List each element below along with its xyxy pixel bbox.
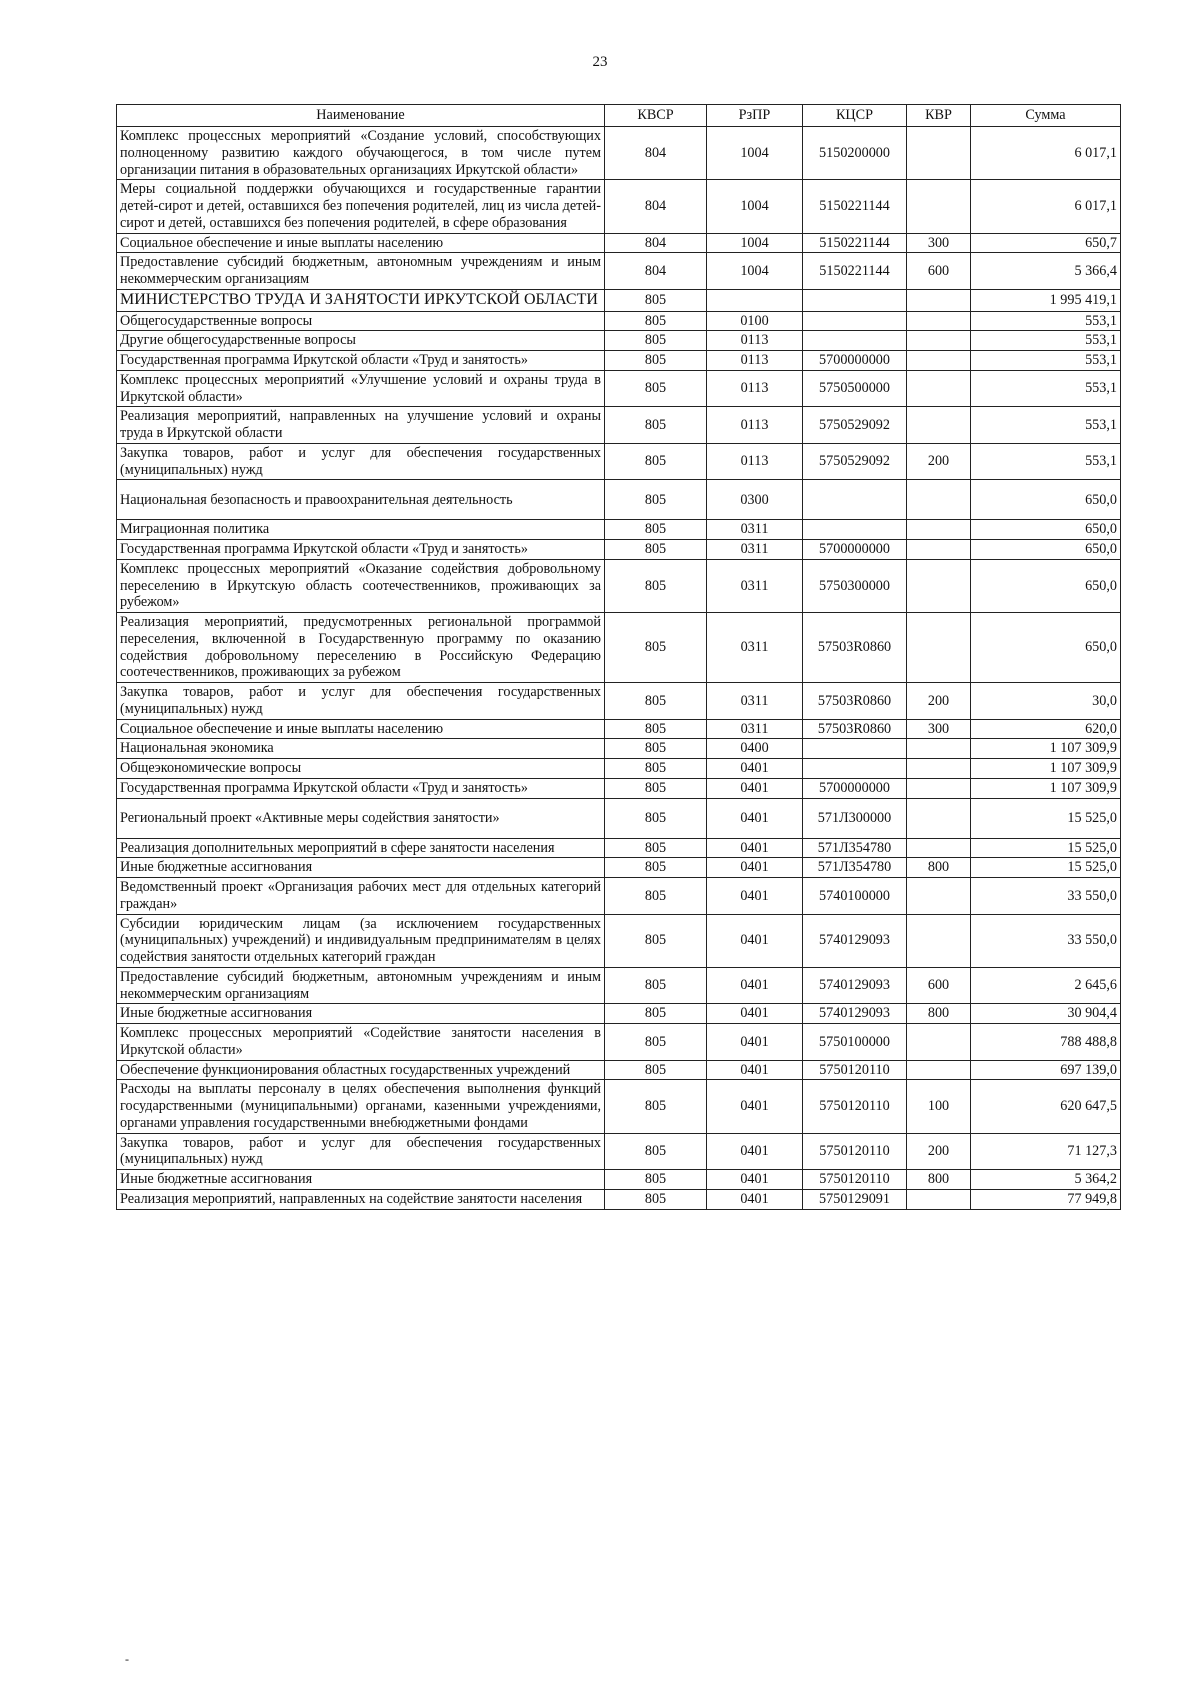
cell-kcsr: 5750129091 [803,1189,907,1209]
cell-rzpr: 0401 [707,838,803,858]
cell-kvsr: 805 [605,967,707,1004]
cell-kvsr: 805 [605,351,707,371]
cell-kcsr: 57503R0860 [803,613,907,683]
cell-kcsr: 571Л354780 [803,838,907,858]
cell-name: Общеэкономические вопросы [117,759,605,779]
cell-kvr: 800 [907,1170,971,1190]
cell-sum: 5 366,4 [971,253,1121,290]
cell-name: Социальное обеспечение и иные выплаты населению [117,719,605,739]
cell-name: Государственная программа Иркутской области «Труд и занятость» [117,778,605,798]
cell-kvr: 100 [907,1080,971,1133]
cell-kcsr [803,739,907,759]
cell-kvsr: 805 [605,613,707,683]
cell-kcsr: 5150221144 [803,180,907,233]
table-row [117,1004,1121,1024]
cell-name: Реализация мероприятий, направленных на улучшение условий и охраны труда в Иркутской области [117,407,605,444]
cell-kcsr: 5750300000 [803,559,907,612]
cell-kcsr: 57503R0860 [803,683,907,720]
table-row [117,370,1121,407]
cell-rzpr: 0311 [707,683,803,720]
cell-sum: 1 995 419,1 [971,289,1121,311]
cell-sum: 5 364,2 [971,1170,1121,1190]
cell-kvsr: 805 [605,878,707,915]
cell-kvr [907,838,971,858]
cell-kvsr: 805 [605,407,707,444]
cell-name: Другие общегосударственные вопросы [117,331,605,351]
cell-kvsr: 805 [605,1060,707,1080]
cell-kvr [907,331,971,351]
cell-rzpr: 0401 [707,1060,803,1080]
cell-kcsr [803,289,907,311]
cell-kvsr: 805 [605,1189,707,1209]
cell-kvr: 200 [907,683,971,720]
cell-name: Миграционная политика [117,520,605,540]
cell-kvr: 600 [907,967,971,1004]
cell-kcsr [803,759,907,779]
cell-rzpr: 0311 [707,540,803,560]
cell-name: Комплекс процессных мероприятий «Оказание содействия добровольному переселению в Иркутскую область соотечественников, проживающих за рубежом» [117,559,605,612]
table-row [117,480,1121,520]
cell-rzpr: 0100 [707,311,803,331]
cell-rzpr: 0401 [707,759,803,779]
header-name: Наименование [117,105,605,127]
cell-sum: 33 550,0 [971,914,1121,967]
cell-rzpr: 1004 [707,127,803,180]
cell-sum: 6 017,1 [971,180,1121,233]
cell-rzpr: 0401 [707,1189,803,1209]
cell-kcsr [803,480,907,520]
cell-kvsr: 805 [605,540,707,560]
table-row [117,407,1121,444]
cell-kcsr: 571Л354780 [803,858,907,878]
table-row [117,683,1121,720]
table-row [117,1170,1121,1190]
cell-kvsr: 805 [605,798,707,838]
cell-name: Региональный проект «Активные меры содействия занятости» [117,798,605,838]
cell-rzpr: 0113 [707,407,803,444]
table-body [117,127,1121,1210]
cell-kcsr: 5750120110 [803,1080,907,1133]
cell-kcsr: 5150221144 [803,233,907,253]
cell-name: Иные бюджетные ассигнования [117,1170,605,1190]
cell-name: МИНИСТЕРСТВО ТРУДА И ЗАНЯТОСТИ ИРКУТСКОЙ ОБЛАСТИ [117,289,605,311]
cell-kvsr: 805 [605,914,707,967]
cell-name: Комплекс процессных мероприятий «Содействие занятости населения в Иркутской области» [117,1024,605,1061]
cell-kvr [907,311,971,331]
cell-rzpr: 0401 [707,878,803,915]
cell-sum: 553,1 [971,311,1121,331]
cell-name: Социальное обеспечение и иные выплаты населению [117,233,605,253]
cell-name: Национальная экономика [117,739,605,759]
cell-kvr [907,914,971,967]
cell-kvr [907,1189,971,1209]
cell-sum: 620,0 [971,719,1121,739]
cell-kvsr: 805 [605,289,707,311]
cell-sum: 30 904,4 [971,1004,1121,1024]
cell-kvr [907,1024,971,1061]
cell-kvsr: 805 [605,1024,707,1061]
cell-name: Комплекс процессных мероприятий «Улучшение условий и охраны труда в Иркутской области» [117,370,605,407]
cell-kcsr: 5750500000 [803,370,907,407]
table-row [117,1024,1121,1061]
cell-rzpr: 0401 [707,1024,803,1061]
cell-sum: 6 017,1 [971,127,1121,180]
cell-sum: 650,0 [971,480,1121,520]
cell-kvr: 300 [907,719,971,739]
cell-kvr [907,559,971,612]
cell-kvsr: 805 [605,719,707,739]
table-header-row [117,105,1121,127]
cell-kcsr: 5750100000 [803,1024,907,1061]
cell-kvr [907,480,971,520]
table-row [117,443,1121,480]
cell-kvr [907,289,971,311]
cell-kvr: 600 [907,253,971,290]
cell-sum: 650,0 [971,613,1121,683]
cell-sum: 553,1 [971,407,1121,444]
page-number: 23 [592,54,608,70]
cell-rzpr: 0401 [707,967,803,1004]
cell-name: Закупка товаров, работ и услуг для обеспечения государственных (муниципальных) нужд [117,683,605,720]
table-row [117,180,1121,233]
cell-kcsr: 5750529092 [803,443,907,480]
cell-kvr [907,370,971,407]
table-row [117,1080,1121,1133]
cell-sum: 15 525,0 [971,798,1121,838]
cell-name: Закупка товаров, работ и услуг для обеспечения государственных (муниципальных) нужд [117,1133,605,1170]
cell-sum: 553,1 [971,331,1121,351]
cell-sum: 33 550,0 [971,878,1121,915]
cell-kvsr: 805 [605,480,707,520]
cell-name: Общегосударственные вопросы [117,311,605,331]
header-kcsr: КЦСР [803,105,907,127]
cell-rzpr: 0300 [707,480,803,520]
cell-kvr [907,351,971,371]
cell-rzpr: 0401 [707,778,803,798]
cell-sum: 620 647,5 [971,1080,1121,1133]
cell-name: Иные бюджетные ассигнования [117,1004,605,1024]
cell-kcsr: 5700000000 [803,778,907,798]
cell-name: Реализация мероприятий, предусмотренных региональной программой переселения, включенной в Государственную программу по оказанию содействия добровольному переселению в Российскую Федерацию соотечественников, проживающих за рубежом [117,613,605,683]
cell-name: Обеспечение функционирования областных государственных учреждений [117,1060,605,1080]
table-row [117,127,1121,180]
cell-kvr [907,798,971,838]
table-row [117,540,1121,560]
cell-kvr: 300 [907,233,971,253]
cell-kcsr [803,520,907,540]
table-row [117,719,1121,739]
cell-sum: 15 525,0 [971,858,1121,878]
cell-kcsr: 5740100000 [803,878,907,915]
cell-kvsr: 805 [605,1004,707,1024]
cell-kvsr: 805 [605,331,707,351]
cell-name: Предоставление субсидий бюджетным, автономным учреждениям и иным некоммерческим организациям [117,967,605,1004]
cell-sum: 650,7 [971,233,1121,253]
cell-rzpr: 0311 [707,559,803,612]
cell-name: Комплекс процессных мероприятий «Создание условий, способствующих полноценному развитию каждого обучающегося, в том числе путем организации питания в образовательных организациях Иркутской области» [117,127,605,180]
cell-kcsr: 5750120110 [803,1170,907,1190]
cell-kvsr: 805 [605,759,707,779]
cell-name: Реализация дополнительных мероприятий в сфере занятости населения [117,838,605,858]
cell-rzpr: 0401 [707,914,803,967]
cell-kcsr: 5750120110 [803,1060,907,1080]
cell-kcsr: 5750529092 [803,407,907,444]
cell-rzpr: 0401 [707,858,803,878]
cell-rzpr: 1004 [707,180,803,233]
header-kvsr: КВСР [605,105,707,127]
cell-kvsr: 805 [605,739,707,759]
table-row [117,331,1121,351]
cell-kcsr: 571Л300000 [803,798,907,838]
cell-name: Государственная программа Иркутской области «Труд и занятость» [117,540,605,560]
cell-name: Государственная программа Иркутской области «Труд и занятость» [117,351,605,371]
cell-name: Ведомственный проект «Организация рабочих мест для отдельных категорий граждан» [117,878,605,915]
cell-rzpr: 0401 [707,1004,803,1024]
cell-sum: 30,0 [971,683,1121,720]
cell-kvr [907,127,971,180]
cell-kvr: 800 [907,1004,971,1024]
cell-kvsr: 805 [605,683,707,720]
cell-kcsr: 5750120110 [803,1133,907,1170]
cell-rzpr: 0311 [707,520,803,540]
cell-kvr: 200 [907,1133,971,1170]
cell-kvr [907,540,971,560]
cell-name: Расходы на выплаты персоналу в целях обеспечения выполнения функций государственными (муниципальными) органами, казенными учреждениями, органами управления государственными внебюджетными фондами [117,1080,605,1133]
cell-kcsr [803,331,907,351]
header-sum: Сумма [971,105,1121,127]
cell-rzpr: 1004 [707,253,803,290]
cell-kcsr: 5700000000 [803,351,907,371]
cell-rzpr: 0113 [707,351,803,371]
footer-mark: - [125,1652,129,1666]
cell-sum: 650,0 [971,540,1121,560]
table-row [117,739,1121,759]
cell-kvsr: 805 [605,858,707,878]
cell-kvr [907,878,971,915]
cell-kvsr: 805 [605,370,707,407]
table-row [117,1060,1121,1080]
cell-rzpr: 0401 [707,798,803,838]
cell-kvsr: 805 [605,1080,707,1133]
cell-kvsr: 804 [605,180,707,233]
cell-sum: 1 107 309,9 [971,778,1121,798]
table-row [117,311,1121,331]
cell-sum: 71 127,3 [971,1133,1121,1170]
cell-kvsr: 805 [605,778,707,798]
table-row [117,520,1121,540]
cell-name: Реализация мероприятий, направленных на содействие занятости населения [117,1189,605,1209]
cell-kvr: 200 [907,443,971,480]
cell-name: Субсидии юридическим лицам (за исключением государственных (муниципальных) учреждений) и индивидуальным предпринимателям в целях содействия занятости отдельных категорий граждан [117,914,605,967]
table-row [117,838,1121,858]
cell-kvsr: 804 [605,233,707,253]
cell-kvr [907,407,971,444]
cell-kcsr: 5150221144 [803,253,907,290]
cell-sum: 697 139,0 [971,1060,1121,1080]
cell-kvsr: 805 [605,311,707,331]
cell-sum: 650,0 [971,559,1121,612]
table-row [117,778,1121,798]
cell-rzpr: 0113 [707,370,803,407]
cell-name: Меры социальной поддержки обучающихся и государственные гарантии детей-сирот и детей, оставшихся без попечения родителей, лиц из числа детей-сирот и детей, оставшихся без попечения родителей, в сфере образования [117,180,605,233]
table-row [117,878,1121,915]
cell-kcsr [803,311,907,331]
table-row [117,233,1121,253]
cell-kvr [907,759,971,779]
cell-kvr [907,520,971,540]
table-row [117,858,1121,878]
cell-sum: 2 645,6 [971,967,1121,1004]
cell-kvsr: 805 [605,838,707,858]
table-row [117,1133,1121,1170]
cell-kcsr: 5740129093 [803,914,907,967]
cell-sum: 553,1 [971,370,1121,407]
table-row [117,914,1121,967]
cell-kvsr: 805 [605,443,707,480]
cell-name: Иные бюджетные ассигнования [117,858,605,878]
cell-kvr [907,613,971,683]
cell-name: Предоставление субсидий бюджетным, автономным учреждениям и иным некоммерческим организациям [117,253,605,290]
table-row [117,798,1121,838]
cell-rzpr: 0400 [707,739,803,759]
budget-table [116,104,1121,1210]
cell-rzpr: 1004 [707,233,803,253]
cell-kcsr: 5740129093 [803,1004,907,1024]
cell-kvsr: 804 [605,253,707,290]
cell-kvsr: 805 [605,520,707,540]
cell-kcsr: 5700000000 [803,540,907,560]
table-row [117,289,1121,311]
table-row [117,559,1121,612]
cell-kcsr: 57503R0860 [803,719,907,739]
cell-kvr [907,180,971,233]
cell-kvsr: 805 [605,1133,707,1170]
cell-sum: 553,1 [971,443,1121,480]
cell-rzpr [707,289,803,311]
cell-kvr [907,739,971,759]
cell-sum: 15 525,0 [971,838,1121,858]
cell-kcsr: 5740129093 [803,967,907,1004]
table-row [117,253,1121,290]
cell-rzpr: 0311 [707,613,803,683]
cell-kvsr: 805 [605,1170,707,1190]
table-row [117,351,1121,371]
cell-sum: 1 107 309,9 [971,759,1121,779]
table-row [117,1189,1121,1209]
cell-name: Закупка товаров, работ и услуг для обеспечения государственных (муниципальных) нужд [117,443,605,480]
cell-sum: 553,1 [971,351,1121,371]
cell-sum: 788 488,8 [971,1024,1121,1061]
header-rzpr: РзПР [707,105,803,127]
cell-rzpr: 0113 [707,443,803,480]
table-row [117,613,1121,683]
cell-kvr: 800 [907,858,971,878]
cell-rzpr: 0401 [707,1170,803,1190]
cell-rzpr: 0401 [707,1133,803,1170]
cell-sum: 650,0 [971,520,1121,540]
cell-kcsr: 5150200000 [803,127,907,180]
cell-kvsr: 804 [605,127,707,180]
cell-kvr [907,778,971,798]
cell-kvr [907,1060,971,1080]
cell-kvsr: 805 [605,559,707,612]
table-row [117,759,1121,779]
header-kvr: КВР [907,105,971,127]
table-row [117,967,1121,1004]
cell-rzpr: 0401 [707,1080,803,1133]
cell-rzpr: 0113 [707,331,803,351]
cell-name: Национальная безопасность и правоохранительная деятельность [117,480,605,520]
cell-sum: 1 107 309,9 [971,739,1121,759]
cell-sum: 77 949,8 [971,1189,1121,1209]
cell-rzpr: 0311 [707,719,803,739]
